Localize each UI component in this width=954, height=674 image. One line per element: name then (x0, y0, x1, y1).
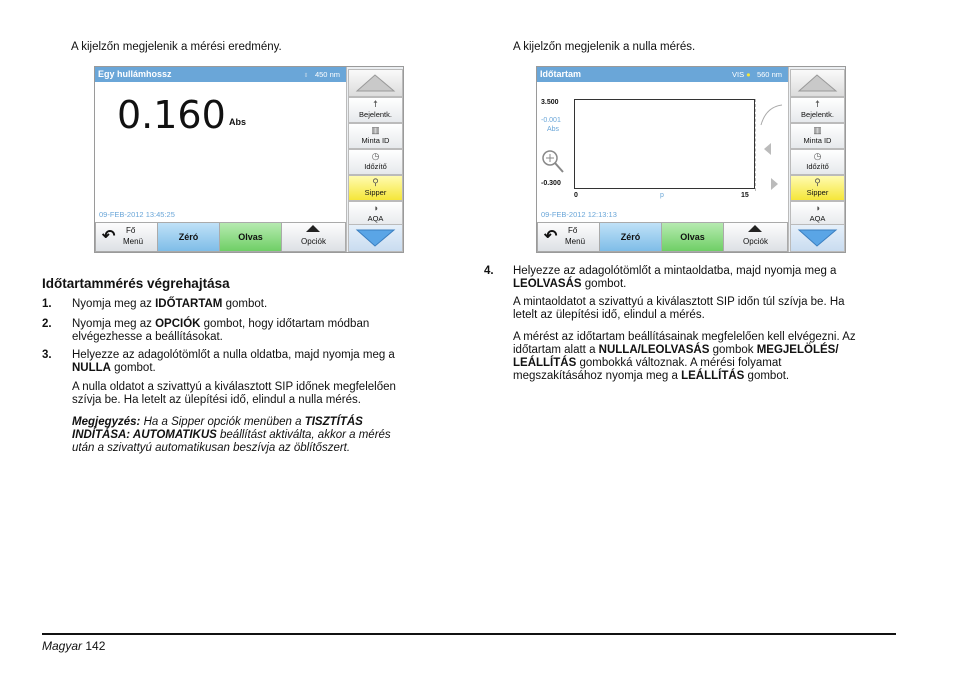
step-4-text: Helyezze az adagolótömlőt a mintaoldatba, majd nyomja meg a LEOLVASÁS gombot. (513, 265, 837, 290)
timer-label: Időzítő (364, 162, 387, 171)
timer-button[interactable] (790, 149, 845, 175)
sipper-label: Sipper (806, 188, 829, 197)
left-device-screen (94, 66, 404, 253)
paragraph-zero-info: A nulla oldatot a szivattyú a kiválasztott SIP időnek megfelelően szívja be. Ha letelt az ülepítési idő, elindul a nulla mérés. (72, 381, 396, 406)
chart-navigation (755, 99, 786, 191)
main-menu-label-top: Fő (568, 226, 578, 235)
sample-icon: ▥ (371, 125, 380, 135)
step-number: 1. (42, 298, 52, 310)
read-button[interactable]: Olvas (661, 222, 724, 252)
login-button[interactable] (348, 97, 403, 123)
arrow-up-icon (349, 70, 402, 96)
curve-icon (756, 99, 786, 129)
back-arrow-icon: ↶ (544, 228, 558, 245)
sipper-icon: ⚲ (814, 177, 821, 187)
arrow-down-icon (349, 225, 402, 251)
sample-id-button[interactable] (348, 123, 403, 149)
main-menu-button[interactable] (95, 222, 158, 252)
measurement-value: 0.160 (117, 93, 226, 137)
login-label: Bejelentk. (801, 110, 834, 119)
timer-button[interactable] (348, 149, 403, 175)
side-panel (788, 67, 845, 252)
timer-icon: ◷ (371, 151, 380, 161)
login-label: Bejelentk. (359, 110, 392, 119)
plot-area (574, 99, 755, 189)
screen-title-bar (95, 67, 346, 82)
arrow-down-icon (791, 225, 844, 251)
options-label: Opciók (301, 237, 326, 246)
options-button[interactable] (281, 222, 346, 252)
left-caption: A kijelzőn megjelenik a mérési eredmény. (71, 41, 282, 53)
section-heading: Időtartammérés végrehajtása (42, 276, 230, 291)
sample-id-label: Minta ID (361, 136, 390, 145)
read-button[interactable]: Olvas (219, 222, 282, 252)
zoom-in-icon[interactable] (541, 149, 565, 175)
sipper-label: Sipper (364, 188, 387, 197)
datetime: 09-FEB-2012 13:45:25 (99, 210, 175, 219)
y-axis-bottom-label: -0.300 (541, 180, 561, 187)
datetime: 09-FEB-2012 12:13:13 (541, 210, 617, 219)
screen-title-bar (537, 67, 788, 82)
lamp-icon: ♁ (303, 70, 309, 79)
back-arrow-icon: ↶ (102, 228, 116, 245)
screen-title: Egy hullámhossz (98, 69, 172, 79)
aqa-label: AQA (367, 214, 384, 223)
y-axis-top-label: 3.500 (541, 99, 559, 106)
sipper-button[interactable] (348, 175, 403, 201)
timer-label: Időzítő (806, 162, 829, 171)
arrow-up-icon (791, 70, 844, 96)
mode-readout: VIS (731, 70, 745, 79)
footer-rule (42, 633, 896, 635)
footer (42, 639, 105, 653)
paragraph-sample-info: A mintaoldatot a szivattyú a kiválasztott SIP időn túl szívja be. Ha letelt az ülepítési idő, elindul a mérés. (513, 296, 845, 321)
step-3-text: Helyezze az adagolótömlőt a nulla oldatba, majd nyomja meg a NULLA gombot. (72, 349, 395, 374)
wavelength-readout: 450 nm (314, 70, 340, 79)
aqa-icon: ◑ (372, 203, 379, 213)
sipper-button[interactable] (790, 175, 845, 201)
options-button[interactable] (723, 222, 788, 252)
x-axis-left-label: 0 (574, 192, 578, 199)
screen-title: Időtartam (540, 69, 582, 79)
side-panel (346, 67, 403, 252)
main-menu-label-bottom: Menü (565, 237, 586, 246)
sample-id-label: Minta ID (803, 136, 832, 145)
aqa-label: AQA (809, 214, 826, 223)
step-1-text: Nyomja meg az IDŐTARTAM gombot. (72, 298, 268, 310)
step-number: 3. (42, 349, 52, 361)
person-icon: ☨ (373, 99, 378, 109)
sample-id-button[interactable] (790, 123, 845, 149)
footer-language: Magyar (42, 639, 83, 653)
scroll-down-button[interactable] (790, 224, 845, 252)
main-menu-button[interactable] (537, 222, 600, 252)
scroll-up-button[interactable] (348, 69, 403, 97)
main-menu-label-bottom: Menü (123, 237, 144, 246)
step-2-text: Nyomja meg az OPCIÓK gombot, hogy időtartam módban elvégezhesse a beállításokat. (72, 318, 370, 343)
wavelength-readout: 560 nm (756, 70, 782, 79)
note-paragraph: Megjegyzés: Ha a Sipper opciók menüben a TISZTÍTÁS INDÍTÁSA: AUTOMATIKUS beállítást aktiválta, akkor a mérés után a szivattyú automatikusan beszívja az öblítőszert. (72, 416, 391, 454)
right-device-screen (536, 66, 846, 253)
step-number: 4. (484, 265, 494, 277)
lamp-icon: ● (746, 70, 751, 79)
page-number: 142 (85, 639, 106, 653)
scroll-left-icon[interactable] (756, 134, 786, 164)
x-axis-right-label: 15 (741, 192, 749, 199)
paragraph-measurement-info: A mérést az időtartam beállításainak megfelelően kell elvégezni. Az időtartam alatt a NULLA/LEOLVASÁS gombok MEGJELÖLÉS/ LEÁLLÍTÁS gombokká változnak. A mérési folyamat megszakításához nyomja meg a LEÁLLÍTÁS gombot. (513, 331, 856, 382)
y-current-unit: Abs (547, 126, 560, 133)
scroll-right-icon[interactable] (756, 169, 786, 199)
login-button[interactable] (790, 97, 845, 123)
aqa-icon: ◑ (814, 203, 821, 213)
right-caption: A kijelzőn megjelenik a nulla mérés. (513, 41, 696, 53)
y-current-value: -0.001 (541, 117, 561, 124)
bottom-bar (95, 222, 346, 252)
person-icon: ☨ (815, 99, 820, 109)
zero-button[interactable]: Zéró (599, 222, 662, 252)
bottom-bar (537, 222, 788, 252)
zero-button[interactable]: Zéró (157, 222, 220, 252)
scroll-up-button[interactable] (790, 69, 845, 97)
main-menu-label-top: Fő (126, 226, 136, 235)
timer-icon: ◷ (813, 151, 822, 161)
x-axis-mid-label: p (660, 192, 664, 199)
measurement-unit: Abs (229, 117, 247, 127)
step-number: 2. (42, 318, 52, 330)
sample-icon: ▥ (813, 125, 822, 135)
options-label: Opciók (743, 237, 768, 246)
sipper-icon: ⚲ (372, 177, 379, 187)
scroll-down-button[interactable] (348, 224, 403, 252)
